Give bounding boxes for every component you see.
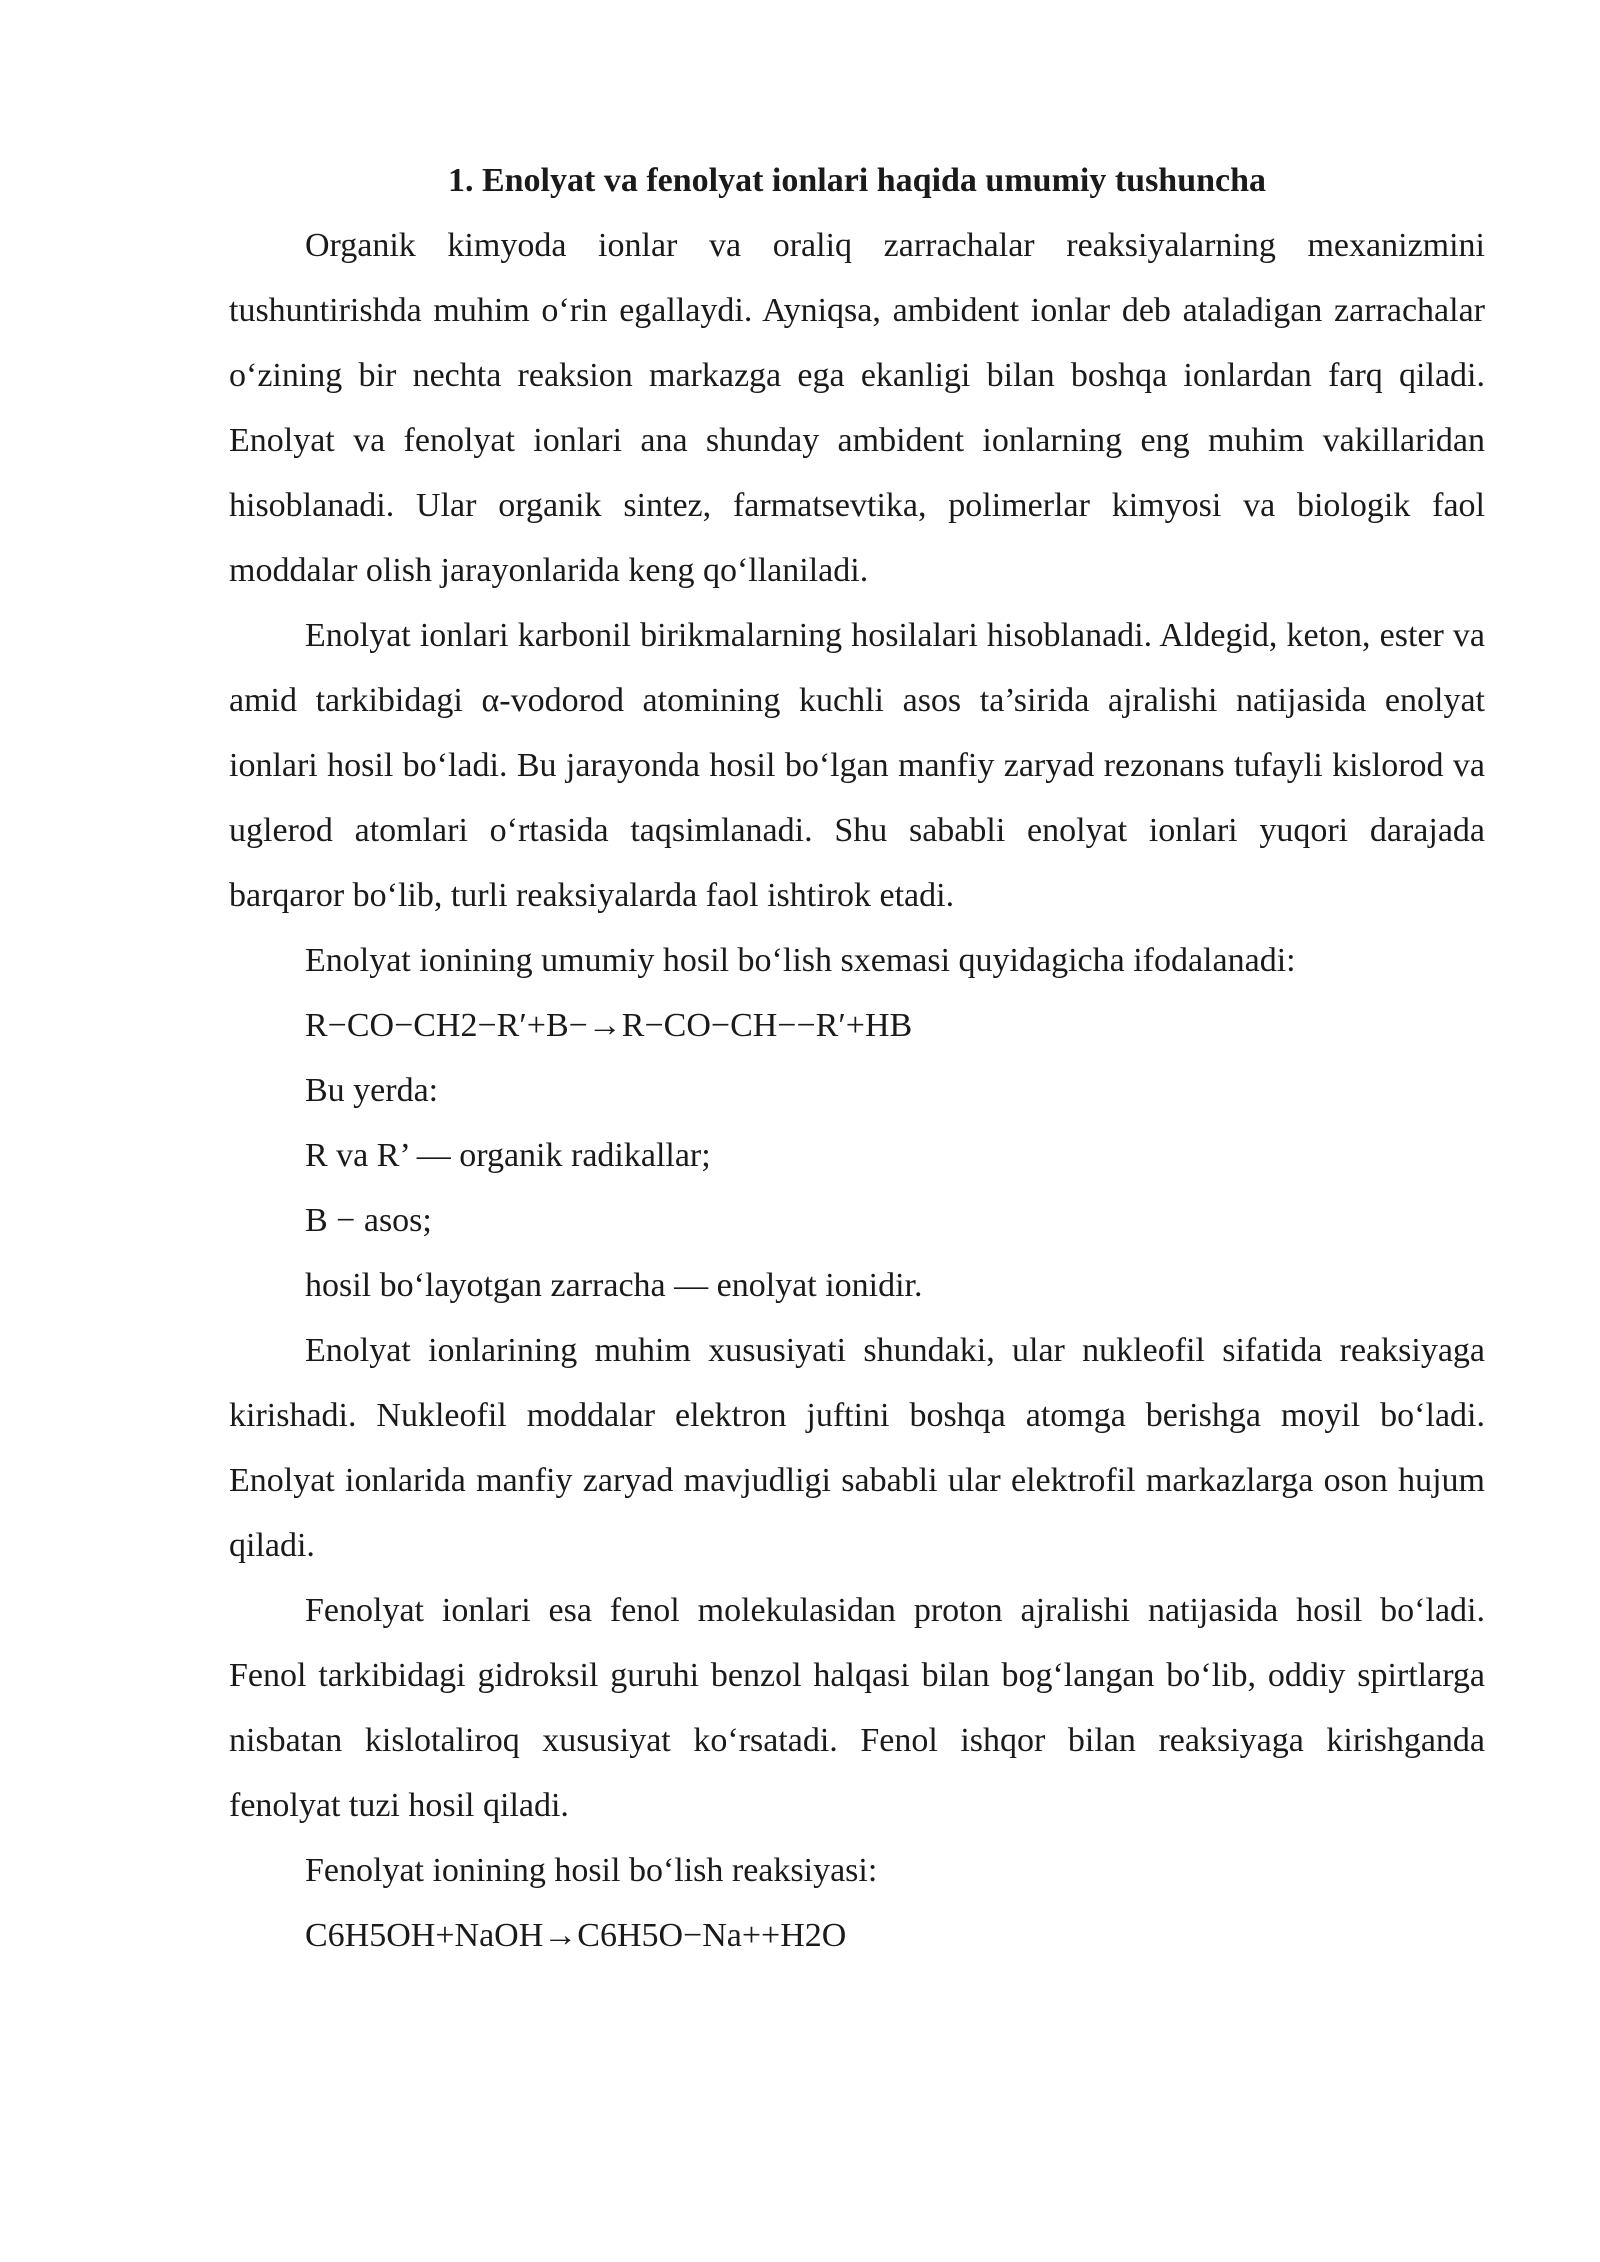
phenolate-equation: C6H5OH+NaOH→C6H5O−Na++H2O	[305, 1917, 847, 1954]
where-line: Bu yerda:	[305, 1072, 439, 1109]
document-page	[229, 148, 1485, 1968]
paragraph-enolate-formation: Enolyat ionlari karbonil birikmalarning hosilalari hisoblanadi. Aldegid, keton, ester va amid tarkibidagi α-vodorod atomining kuchli asos ta’sirida ajralishi natijasida enolyat ionlari hosil bo‘ladi. Bu jarayonda hosil bo‘lgan manfiy zaryad rezonans tufayli kislorod va uglerod atomlari o‘rtasida taqsimlanadi. Shu sababli enolyat ionlari yuqori darajada barqaror bo‘lib, turli reaksiyalarda faol ishtirok etadi.	[229, 617, 1485, 914]
definition-ion: hosil bo‘layotgan zarracha — enolyat ionidir.	[305, 1267, 923, 1304]
paragraph-intro: Organik kimyoda ionlar va oraliq zarrachalar reaksiyalarning mexanizmini tushuntirishda muhim o‘rin egallaydi. Ayniqsa, ambident ionlar deb ataladigan zarrachalar o‘zining bir nechta reaksion markazga ega ekanligi bilan boshqa ionlardan farq qiladi. Enolyat va fenolyat ionlari ana shunday ambident ionlarning eng muhim vakillaridan hisoblanadi. Ular organik sintez, farmatsevtika, polimerlar kimyosi va biologik faol moddalar olish jarayonlarida keng qo‘llaniladi.	[229, 227, 1485, 589]
enolate-equation: R−CO−CH2−R′+B−→R−CO−CH−−R′+HB	[305, 1007, 913, 1044]
definition-r: R va R’ — organik radikallar;	[305, 1137, 711, 1174]
section-title: 1. Enolyat va fenolyat ionlari haqida umumiy tushuncha	[447, 162, 1267, 199]
scheme-intro-line: Enolyat ionining umumiy hosil bo‘lish sxemasi quyidagicha ifodalanadi:	[305, 942, 1296, 979]
reaction-intro-line: Fenolyat ionining hosil bo‘lish reaksiyasi:	[305, 1852, 878, 1889]
definition-b: B − asos;	[305, 1202, 432, 1239]
paragraph-nucleophile: Enolyat ionlarining muhim xususiyati shundaki, ular nukleofil sifatida reaksiyaga kirishadi. Nukleofil moddalar elektron juftini boshqa atomga berishga moyil bo‘ladi. Enolyat ionlarida manfiy zaryad mavjudligi sababli ular elektrofil markazlarga oson hujum qiladi.	[229, 1332, 1485, 1564]
paragraph-phenolate: Fenolyat ionlari esa fenol molekulasidan proton ajralishi natijasida hosil bo‘ladi. Fenol tarkibidagi gidroksil guruhi benzol halqasi bilan bog‘langan bo‘lib, oddiy spirtlarga nisbatan kislotaliroq xususiyat ko‘rsatadi. Fenol ishqor bilan reaksiyaga kirishganda fenolyat tuzi hosil qiladi.	[229, 1592, 1485, 1824]
